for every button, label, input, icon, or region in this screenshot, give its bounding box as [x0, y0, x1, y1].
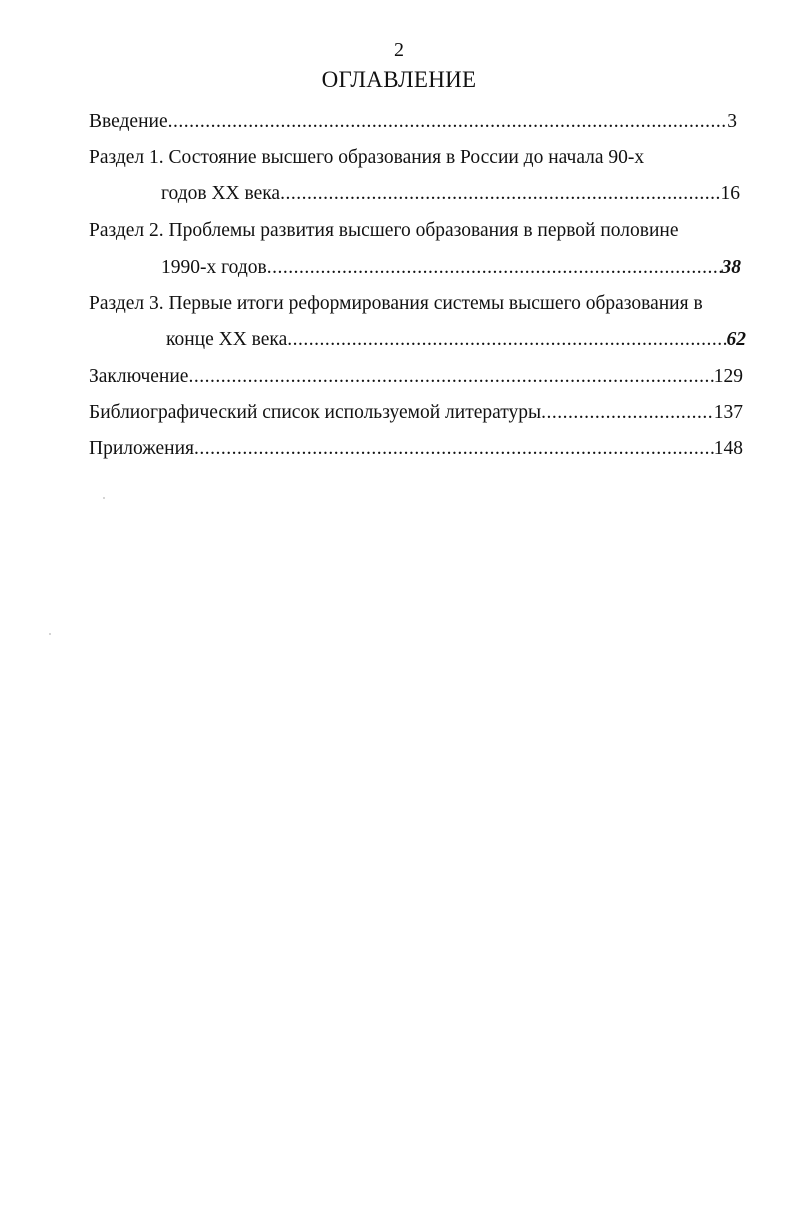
toc-leader-dots — [188, 364, 713, 390]
toc-leader-dots — [287, 327, 726, 353]
toc-entry-section1-head: Раздел 1. Состояние высшего образования в России до начала 90-х — [89, 147, 645, 168]
toc-leader-dots — [541, 400, 714, 426]
toc-entry-text: Заключение — [89, 366, 189, 387]
toc-leader-dots — [280, 181, 720, 207]
toc-entry-page: 137 — [713, 402, 743, 423]
toc-entry-text: Библиографический список используемой литературы — [89, 402, 542, 423]
toc-leader-dots — [168, 109, 728, 135]
toc-entry-page: 38 — [721, 257, 741, 278]
toc-entry-text: Введение — [89, 111, 168, 132]
scan-speck — [103, 497, 105, 499]
toc-entry-section2 — [161, 255, 741, 281]
page-title: ОГЛАВЛЕНИЕ — [321, 67, 477, 92]
toc-entry-section3-head: Раздел 3. Первые итоги реформирования системы высшего образования в — [89, 293, 703, 314]
toc-entry-text: 1990-х годов — [161, 257, 267, 278]
toc-entry-text: конце XX века — [166, 329, 288, 350]
toc-entry-page: 3 — [727, 111, 737, 132]
toc-entry-page: 16 — [720, 183, 740, 204]
toc-leader-dots — [267, 255, 722, 281]
toc-entry-page: 148 — [713, 438, 743, 459]
toc-entry-appendices — [89, 436, 743, 462]
toc-leader-dots — [194, 436, 714, 462]
toc-entry-section1 — [161, 181, 740, 207]
toc-entry-intro — [89, 109, 737, 135]
toc-entry-text: Приложения — [89, 438, 194, 459]
toc-entry-bibliography — [89, 400, 743, 426]
page-number: 2 — [394, 39, 404, 61]
toc-entry-text: годов XX века — [161, 183, 281, 204]
toc-entry-conclusion — [89, 364, 743, 390]
toc-entry-page: 129 — [713, 366, 743, 387]
scan-speck — [49, 633, 51, 635]
toc-entry-section2-head: Раздел 2. Проблемы развития высшего образования в первой половине — [89, 220, 679, 241]
toc-entry-section3 — [166, 327, 746, 353]
toc-entry-page: 62 — [726, 329, 746, 350]
